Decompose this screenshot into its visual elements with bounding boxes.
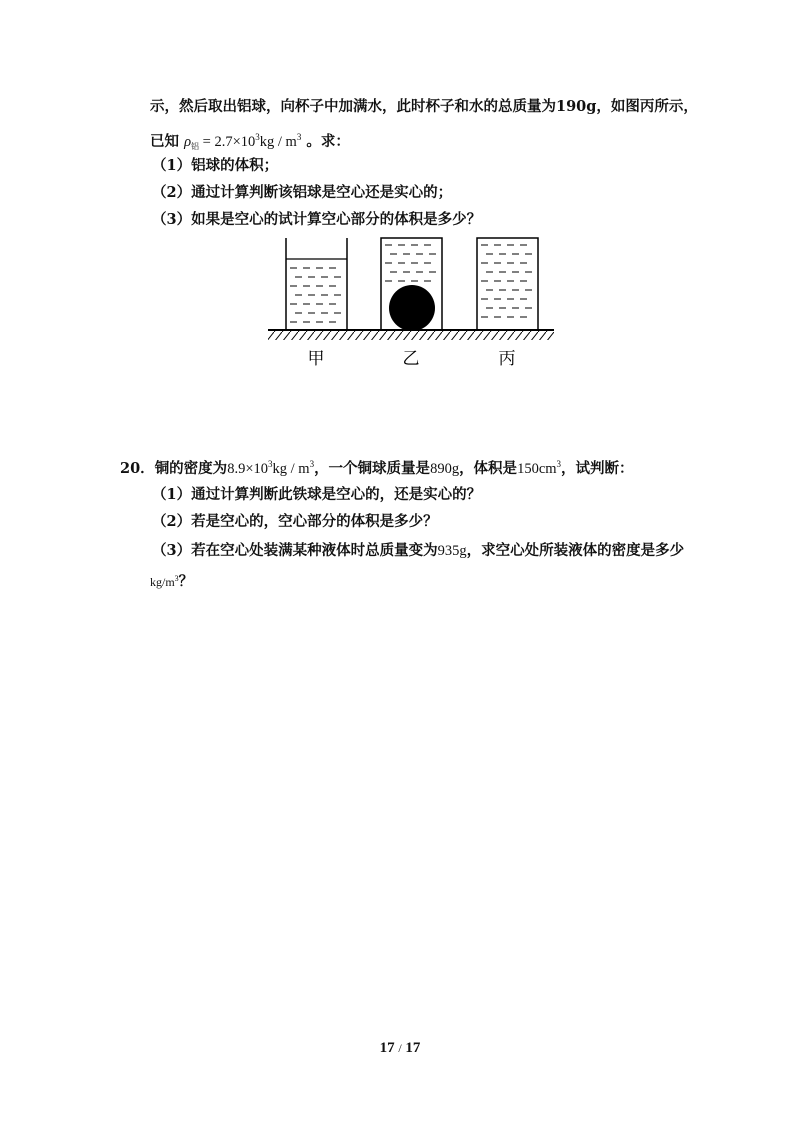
q19-sub3: （3）如果是空心的试计算空心部分的体积是多少？	[152, 211, 482, 228]
page-separator: /	[398, 1041, 402, 1055]
label-yi: 乙	[402, 349, 420, 369]
q20-number: 20．	[120, 460, 155, 477]
rho-symbol: ρ	[184, 134, 192, 150]
q20-sub3-end: ？	[178, 573, 194, 590]
rho-unit-exponent: 3	[296, 132, 302, 142]
density-unit	[150, 575, 179, 589]
density-unit-exponent: 3	[174, 574, 179, 583]
rho-unit: kg / m	[259, 134, 297, 150]
q19-line2	[150, 127, 350, 157]
rho-subscript: 铝	[191, 142, 200, 151]
q20-sub3-text-a: （3）若在空心处装满某种液体时总质量变为	[152, 542, 438, 559]
q20-sub3	[152, 541, 684, 561]
ground-hatching	[268, 331, 554, 340]
copper-ball-volume	[517, 461, 561, 477]
q20-text-c: ，体积是	[459, 460, 518, 477]
q20-sub3-text-b: ，求空心处所装液体的密度是多少	[466, 542, 685, 559]
total-mass-value: 935g	[437, 543, 467, 559]
aluminum-density-formula	[184, 134, 301, 150]
rho-exponent: 3	[255, 132, 260, 142]
q19-line1: 示，然后取出铝球，向杯子中加满水，此时杯子和水的总质量为190g，如图丙所示，	[150, 98, 698, 115]
page-current: 17	[379, 1040, 395, 1056]
copper-ball-volume-exponent: 3	[556, 459, 562, 469]
density-unit-text: kg/m	[150, 575, 175, 589]
rho-value: = 2.7×10	[202, 134, 256, 150]
copper-density-unit: kg / m	[272, 461, 310, 477]
q20-text-d: ，试判断：	[561, 460, 634, 477]
q20-text-b: ，一个铜球质量是	[314, 460, 431, 477]
label-jia: 甲	[307, 349, 325, 369]
q19-ask: 。求：	[306, 133, 350, 150]
q19-known-prefix: 已知	[150, 133, 179, 150]
copper-ball-volume-value: 150cm	[517, 461, 557, 477]
q19-sub1: （1）铝球的体积；	[152, 157, 279, 174]
copper-density-unit-exponent: 3	[309, 459, 315, 469]
q20-line1	[120, 454, 634, 479]
three-cups-figure	[266, 232, 556, 372]
cup-yi	[381, 238, 442, 331]
cup-bing	[477, 238, 538, 330]
q20-text-a: 铜的密度为	[154, 460, 228, 477]
copper-density-value: 8.9×10	[227, 461, 268, 477]
q19-sub2: （2）通过计算判断该铝球是空心还是实心的；	[152, 184, 453, 201]
page-total: 17	[405, 1040, 421, 1056]
q20-sub2: （2）若是空心的，空心部分的体积是多少？	[152, 513, 438, 530]
copper-density	[227, 461, 314, 477]
copper-density-exponent: 3	[268, 459, 273, 469]
page-number	[0, 1040, 800, 1057]
q20-sub1: （1）通过计算判断此铁球是空心的，还是实心的？	[152, 486, 482, 503]
cup-jia	[286, 238, 347, 330]
copper-ball-mass: 890g	[430, 461, 460, 477]
q20-sub3-cont	[150, 569, 193, 592]
aluminum-ball	[389, 285, 435, 331]
label-bing: 丙	[498, 349, 516, 369]
